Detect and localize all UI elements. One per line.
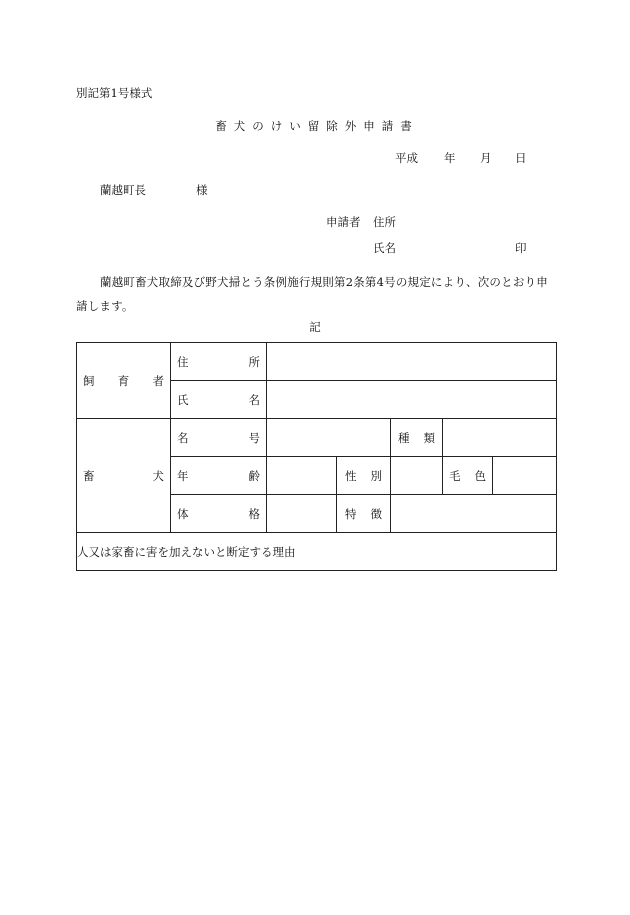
addressee-honorific: 様 [196, 183, 208, 197]
dog-name-field[interactable] [267, 419, 391, 457]
table-row [77, 533, 557, 571]
owner-header-char: 育 [117, 373, 130, 388]
build-field[interactable] [267, 495, 337, 533]
reason-label: 人又は家畜に害を加えないと断定する理由 [77, 544, 296, 559]
label-char: 色 [474, 468, 486, 483]
applicant-name-label: 氏名 [373, 241, 396, 255]
seal-mark: 印 [515, 241, 527, 255]
label-char: 徴 [370, 506, 382, 521]
label-char: 特 [345, 506, 357, 521]
owner-name-label [171, 381, 267, 419]
features-label [337, 495, 391, 533]
application-table [76, 342, 557, 571]
features-field[interactable] [391, 495, 557, 533]
breed-label [391, 419, 443, 457]
owner-header-char: 飼 [83, 373, 95, 388]
breed-field[interactable] [443, 419, 557, 457]
applicant-label: 申請者 [326, 215, 361, 229]
label-char: 名 [248, 392, 260, 407]
label-char: 住 [177, 354, 189, 369]
coat-color-field[interactable] [493, 457, 557, 495]
coat-color-label [443, 457, 493, 495]
form-number: 別記第1号様式 [76, 86, 153, 100]
reason-field[interactable] [77, 533, 557, 571]
owner-address-field[interactable] [267, 343, 557, 381]
label-char: 号 [248, 430, 260, 445]
label-char: 名 [177, 430, 189, 445]
body-text: 蘭越町畜犬取締及び野犬掃とう条例施行規則第2条第4号の規定により、次のとおり申請します。 [76, 275, 548, 313]
date-day: 日 [515, 151, 527, 165]
dog-header-char: 畜 [83, 468, 95, 483]
owner-address-label [171, 343, 267, 381]
label-char: 年 [177, 468, 189, 483]
date-month: 月 [480, 151, 492, 165]
age-label [171, 457, 267, 495]
build-label [171, 495, 267, 533]
label-char: 類 [423, 430, 435, 445]
owner-header-char: 者 [152, 373, 164, 388]
ki-heading: 記 [309, 320, 321, 334]
table-row [77, 343, 557, 381]
label-char: 毛 [449, 468, 461, 483]
age-field[interactable] [267, 457, 337, 495]
applicant-address-label: 住所 [373, 215, 396, 229]
owner-name-field[interactable] [267, 381, 557, 419]
label-char: 齢 [248, 468, 260, 483]
dog-header [77, 419, 171, 533]
owner-header [77, 343, 171, 419]
sex-label [337, 457, 391, 495]
label-char: 氏 [177, 392, 189, 407]
label-char: 所 [248, 354, 260, 369]
label-char: 体 [177, 506, 189, 521]
table-row [77, 419, 557, 457]
date-year: 年 [444, 151, 456, 165]
sex-field[interactable] [391, 457, 443, 495]
date-era: 平成 [395, 151, 418, 165]
dog-header-char: 犬 [152, 468, 164, 483]
document-title: 畜犬のけい留除外申請書 [215, 119, 419, 133]
label-char: 種 [398, 430, 410, 445]
dog-name-label [171, 419, 267, 457]
label-char: 格 [248, 506, 260, 521]
label-char: 性 [345, 468, 357, 483]
label-char: 別 [370, 468, 382, 483]
addressee-name: 蘭越町長 [100, 183, 146, 197]
